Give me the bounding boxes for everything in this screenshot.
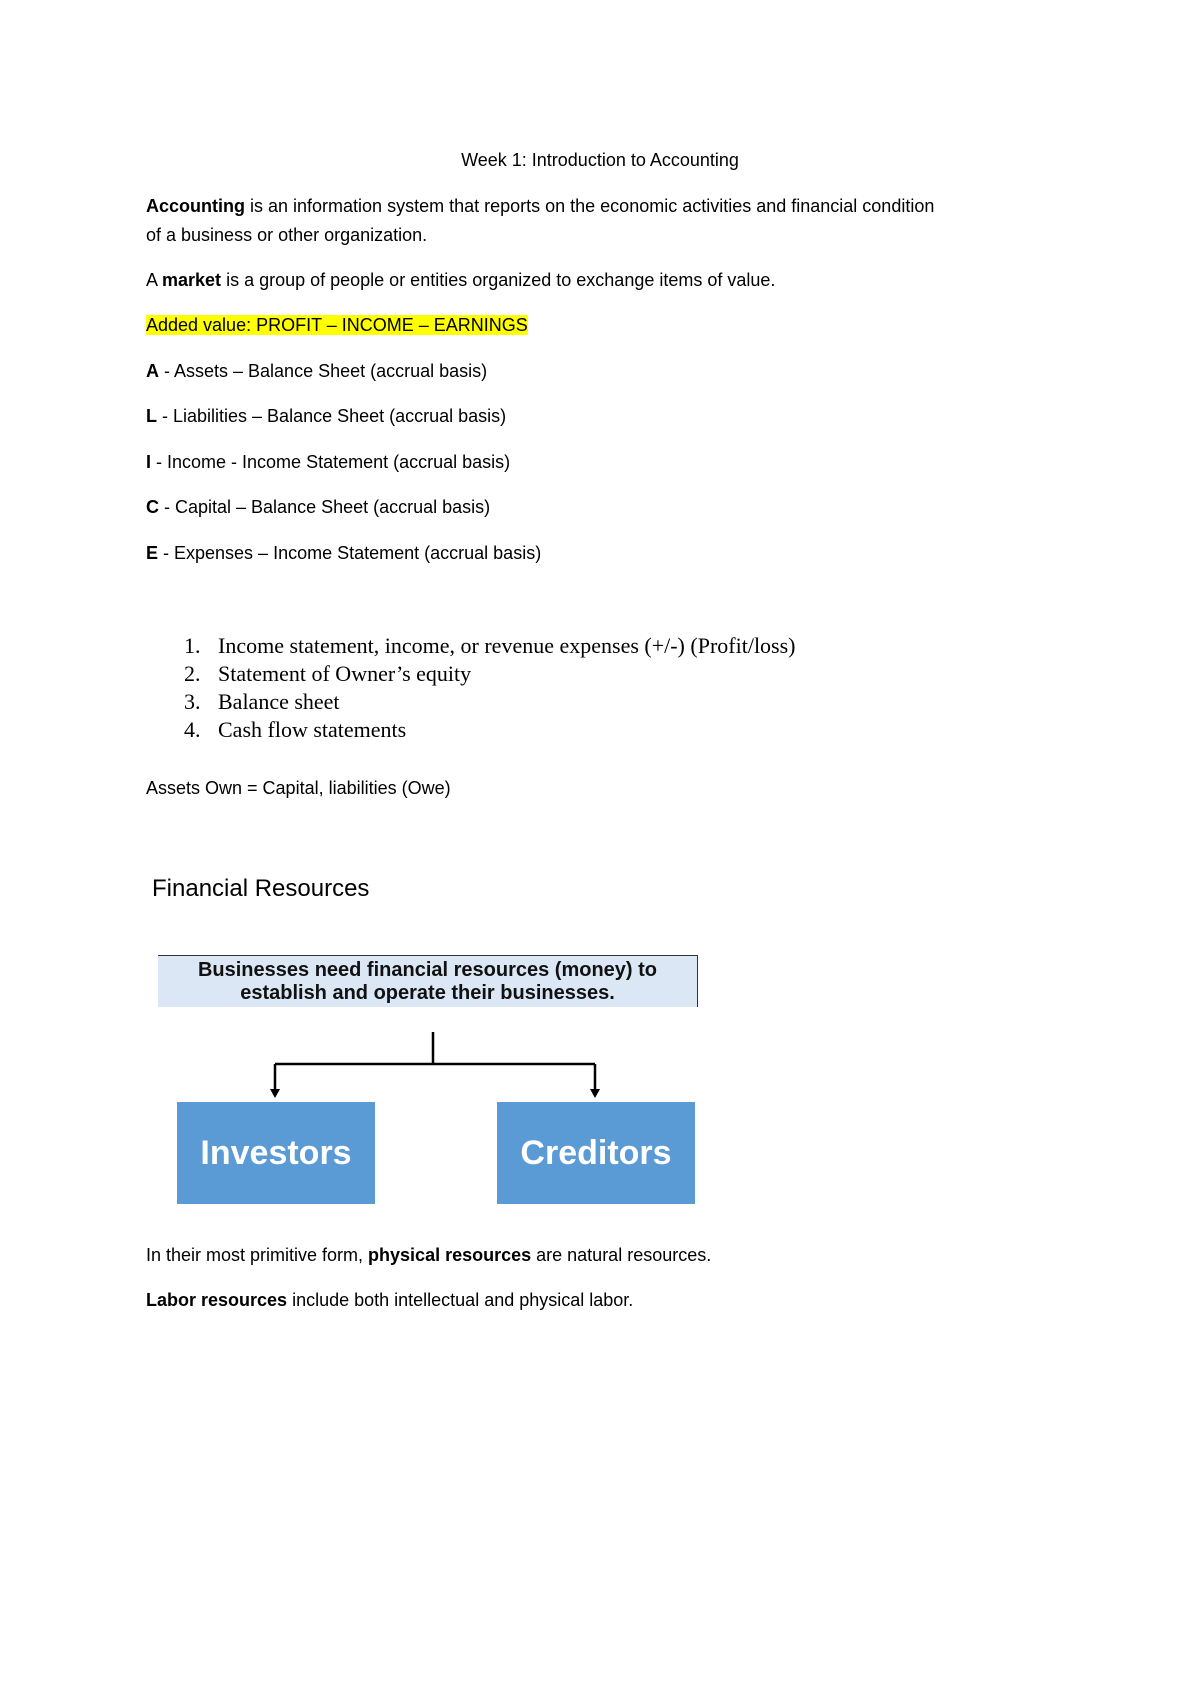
labor-text: include both intellectual and physical labor. — [287, 1290, 634, 1310]
alice-letter: I — [146, 452, 152, 472]
list-number: 2. — [184, 661, 201, 686]
market-term: market — [162, 270, 222, 290]
alice-text: - Income - Income Statement (accrual basis) — [151, 452, 511, 472]
section-heading: Financial Resources — [152, 875, 370, 902]
list-number: 3. — [184, 689, 201, 714]
diagram-header-line2: establish and operate their businesses. — [240, 982, 615, 1004]
investors-box: Investors — [177, 1102, 375, 1204]
market-definition-text: is a group of people or entities organized to exchange items of value. — [221, 270, 776, 290]
accounting-definition-text: is an information system that reports on the economic activities and financial condition — [245, 196, 935, 216]
alice-letter: C — [146, 497, 159, 517]
alice-letter: E — [146, 543, 159, 563]
list-number: 1. — [184, 633, 201, 658]
alice-text: - Capital – Balance Sheet (accrual basis) — [159, 497, 491, 517]
alice-letter: L — [146, 406, 157, 426]
physical-resources-line — [146, 1243, 711, 1267]
arrow-down-icon — [270, 1089, 280, 1098]
alice-text: - Liabilities – Balance Sheet (accrual basis) — [157, 406, 507, 426]
creditors-box: Creditors — [497, 1102, 695, 1204]
accounting-equation: Assets Own = Capital, liabilities (Owe) — [146, 778, 451, 798]
alice-text: - Expenses – Income Statement (accrual basis) — [158, 543, 542, 563]
diagram-header-line1: Businesses need financial resources (money) to — [197, 959, 658, 981]
alice-letter: A — [146, 361, 159, 381]
page-title: Week 1: Introduction to Accounting — [461, 150, 739, 170]
arrow-down-icon — [590, 1089, 600, 1098]
accounting-term: Accounting — [146, 196, 245, 216]
list-text: Income statement, income, or revenue expenses (+/-) (Profit/loss) — [218, 633, 796, 658]
alice-text: - Assets – Balance Sheet (accrual basis) — [159, 361, 488, 381]
market-prefix: A — [146, 270, 163, 290]
list-text: Cash flow statements — [218, 717, 407, 742]
list-number: 4. — [184, 717, 201, 742]
labor-resources-line — [146, 1288, 633, 1312]
physical-prefix: In their most primitive form, — [146, 1245, 369, 1265]
list-text: Balance sheet — [218, 689, 340, 714]
list-text: Statement of Owner’s equity — [218, 661, 472, 686]
added-value-highlight: Added value: PROFIT – INCOME – EARNINGS — [146, 315, 528, 335]
accounting-definition-line2: of a business or other organization. — [146, 225, 428, 245]
physical-term: physical resources — [368, 1245, 532, 1265]
labor-term: Labor resources — [146, 1290, 288, 1310]
physical-text: are natural resources. — [531, 1245, 712, 1265]
